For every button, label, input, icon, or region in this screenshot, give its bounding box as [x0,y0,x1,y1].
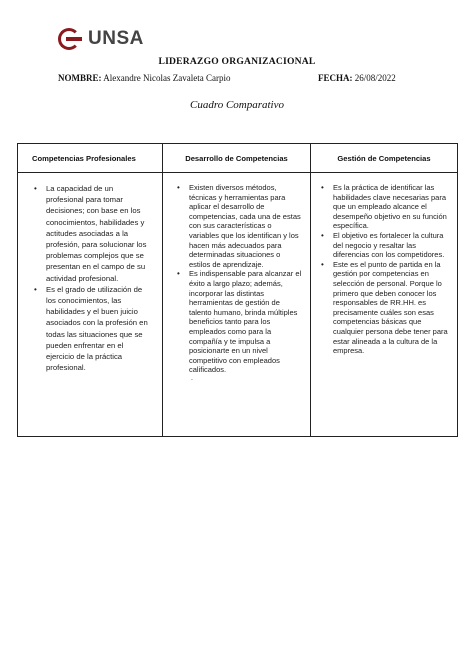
list-item: • Es indispensable para alcanzar el éxito a largo plazo; además, incorporar las distintas herramientas de gestión de talento humano, brinda múltiples beneficios tanto para los empleados como para la compañía y te impulsa a posicionarte en un nivel competitivo con empleados calificados. [177,269,302,375]
student-name-line [58,73,230,83]
name-label: NOMBRE: [58,73,102,83]
bullet-icon: • [34,184,37,193]
date-label: FECHA: [318,73,353,83]
cell-desarrollo-competencias [163,173,311,437]
header-gestion-competencias: Gestión de Competencias [311,144,458,173]
bullet-icon: • [321,183,324,192]
cell-gestion-competencias [311,173,458,437]
header-competencias-profesionales: Competencias Profesionales [18,144,163,173]
logo-emblem-icon [58,28,86,50]
cell-competencias-profesionales [18,173,163,437]
header-desarrollo-competencias: Desarrollo de Competencias [163,144,311,173]
university-logo [58,27,144,51]
list-item: • Es el grado de utilización de los conocimientos, las habilidades y el buen juicio asociados con la profesión en todas las situaciones que se pueden enfrentar en el ejercicio de la práctica profesional. [34,284,148,373]
list-item: • El objetivo es fortalecer la cultura del negocio y resaltar las diferencias con los competidores. [321,230,445,260]
bullet-icon: • [321,230,324,240]
bullet-icon: • [177,183,180,192]
document-subtitle: Cuadro Comparativo [189,99,284,111]
date-value: 26/08/2022 [354,73,396,83]
list-item: • Este es el punto de partida en la gestión por competencias en selección de personal. Porque lo primero que deben conocer los responsables de RR.HH. es precisamente cuáles son esas competencias básicas que cualquier persona debe tener para estar alineada a la cultura de la empresa. [321,259,448,356]
bullet-icon: • [321,259,324,269]
bullet-icon: • [34,284,37,294]
date-line [318,73,396,83]
document-title: LIDERAZGO ORGANIZACIONAL [158,56,316,67]
list-item: • La capacidad de un profesional para tomar decisiones; con base en los conocimientos, habilidades y actitudes asociadas a la profesión, para solucionar los problemas complejos que se presentan en el campo de su actividad profesional. [34,184,147,283]
name-value: Alexandre Nicolas Zavaleta Carpio [103,73,231,83]
trailing-mark: . [191,374,193,382]
comparison-table [17,143,458,437]
table-header-row [18,144,458,173]
list-item: • Existen diversos métodos, técnicas y herramientas para aplicar el desarrollo de competencias, cada una de estas con sus características o variables que los identifican y los hacen más adecuados para determinadas situaciones o estilos de aprendizaje. [177,183,301,269]
table-body-row [18,173,458,437]
logo-text: UNSA [88,28,144,49]
list-item: • Es la práctica de identificar las habilidades clave necesarias para que un empleado alcance el desempeño objetivo en su función específica. [321,183,447,231]
bullet-icon: • [177,269,180,279]
